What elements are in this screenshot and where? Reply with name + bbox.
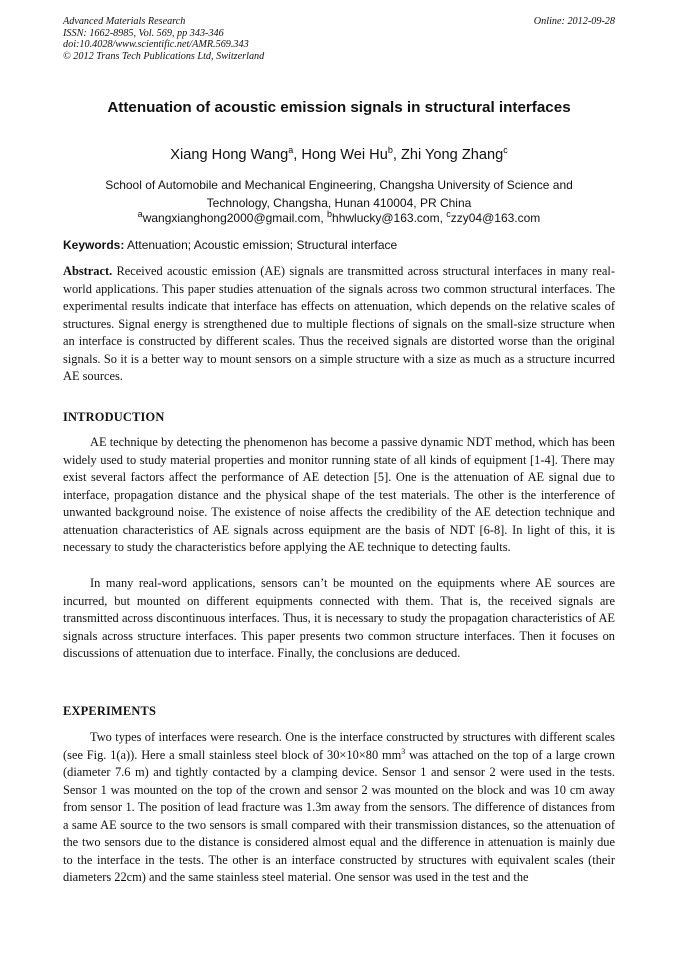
keywords-text: Attenuation; Acoustic emission; Structural interface [124, 238, 398, 252]
experiments-paragraph-1 [63, 729, 615, 887]
email-separator: , [320, 211, 327, 225]
author-affil-mark: b [387, 145, 393, 156]
abstract [63, 263, 615, 386]
author-affil-mark: a [288, 145, 294, 156]
section-heading-introduction: INTRODUCTION [63, 410, 165, 424]
email-address: hhwlucky@163.com [332, 211, 440, 225]
introduction-paragraph-2: In many real-word applications, sensors can’t be mounted on the equipments where AE sources are incurred, but mounted on different equipments connected with them. That is, the received signals are transmitted across discontinuous interfaces. Thus, it is necessary to study the propagation characteristics of AE signals across structure interfaces. This paper presents two common structure interfaces. Then it focuses on discussions of attenuation due to interface. Finally, the conclusions are deduced. [63, 576, 615, 660]
email-mark: b [327, 209, 333, 219]
affiliation-line-1: School of Automobile and Mechanical Engineering, Changsha University of Science and [105, 178, 573, 192]
section-heading-experiments: EXPERIMENTS [63, 704, 157, 718]
journal-header [63, 16, 264, 62]
author-list [40, 147, 638, 163]
affiliation-line-2: Technology, Changsha, Hunan 410004, PR China [206, 195, 472, 210]
introduction-paragraph-1: AE technique by detecting the phenomenon has become a passive dynamic NDT method, which has been widely used to study material properties and monitor running state of all kinds of equipment [1-4]. There may exist several factors affect the performance of AE detection [5]. One is the attenuation of AE signal due to interface, propagation distance and the physical shape of the test materials. The other is the interference of unwanted background noise. The existence of noise affects the credibility of the AE detection technique and attenuation characteristics of AE signals across equipment are the basis of NDT [6-8]. In light of this, it is necessary to study the characteristics before applying the AE technique to detecting faults. [63, 435, 615, 554]
email-address: zzy04@163.com [450, 211, 541, 225]
email-address: wangxianghong2000@gmail.com [142, 211, 321, 225]
abstract-label: Abstract. [63, 264, 113, 278]
doi-line: doi:10.4028/www.scientific.net/AMR.569.343 [63, 39, 249, 50]
email-separator: , [439, 211, 447, 225]
author-affil-mark: c [503, 145, 508, 156]
affiliation [40, 177, 638, 212]
author-emails [40, 211, 638, 225]
author-name: Hong Wei Hu [301, 147, 388, 163]
copyright-line: © 2012 Trans Tech Publications Ltd, Switzerland [63, 50, 265, 62]
keywords [63, 238, 615, 252]
experiments-text-part-1: Two types of interfaces were research. One is the interface constructed by structures with different scales (see Fig. 1(a)). Here a small stainless steel block of 30×10×80 mm [63, 730, 615, 762]
issn-line: ISSN: 1662-8985, Vol. 569, pp 343-346 [63, 27, 224, 39]
keywords-label: Keywords: [63, 238, 125, 252]
author-separator: , [392, 147, 401, 163]
paper-title: Attenuation of acoustic emission signals in structural interfaces [107, 99, 571, 116]
unit-superscript: 3 [401, 746, 406, 756]
email-mark: c [446, 209, 451, 219]
email-mark: a [137, 209, 143, 219]
online-date: Online: 2012-09-28 [533, 16, 615, 27]
author-name: Zhi Yong Zhang [400, 147, 504, 163]
journal-name: Advanced Materials Research [63, 16, 186, 27]
author-separator: , [293, 147, 302, 163]
author-name: Xiang Hong Wang [170, 147, 289, 163]
abstract-text: Received acoustic emission (AE) signals are transmitted across structural interfaces in many real-world applications. This paper studies attenuation of the signals across two common structural interfaces. The experimental results indicate that interface has effects on attenuation, which depends on the relative scales of structures. Signal energy is strengthened due to multiple flections of signals on the small-size structure when an interface is constructed by different scales. Thus the received signals are distorted worse than the original signals. So it is a better way to mount sensors on a simple structure with a size as much as a structure incurred AE sources. [63, 264, 615, 383]
experiments-text-part-2: was attached on the top of a large crown (diameter 7.6 m) and tightly contacted by a clamping device. Sensor 1 and sensor 2 were used in the tests. Sensor 1 was mounted on the top of the crown and sensor 2 was mounted on the block and was 10 cm away from sensor 1. The position of lead fracture was 1.3m away from the sensors. The difference of distances from a same AE source to the two sensors is small compared with their transmission distances, so the attenuation of the two sensors due to the distance is considered almost equal and the difference in attenuation is mainly due to the interface in the tests. The other is an interface constructed by structures with equivalent scales (their diameters 22cm) and the same stainless steel material. One sensor was used in the test and the [63, 747, 615, 884]
